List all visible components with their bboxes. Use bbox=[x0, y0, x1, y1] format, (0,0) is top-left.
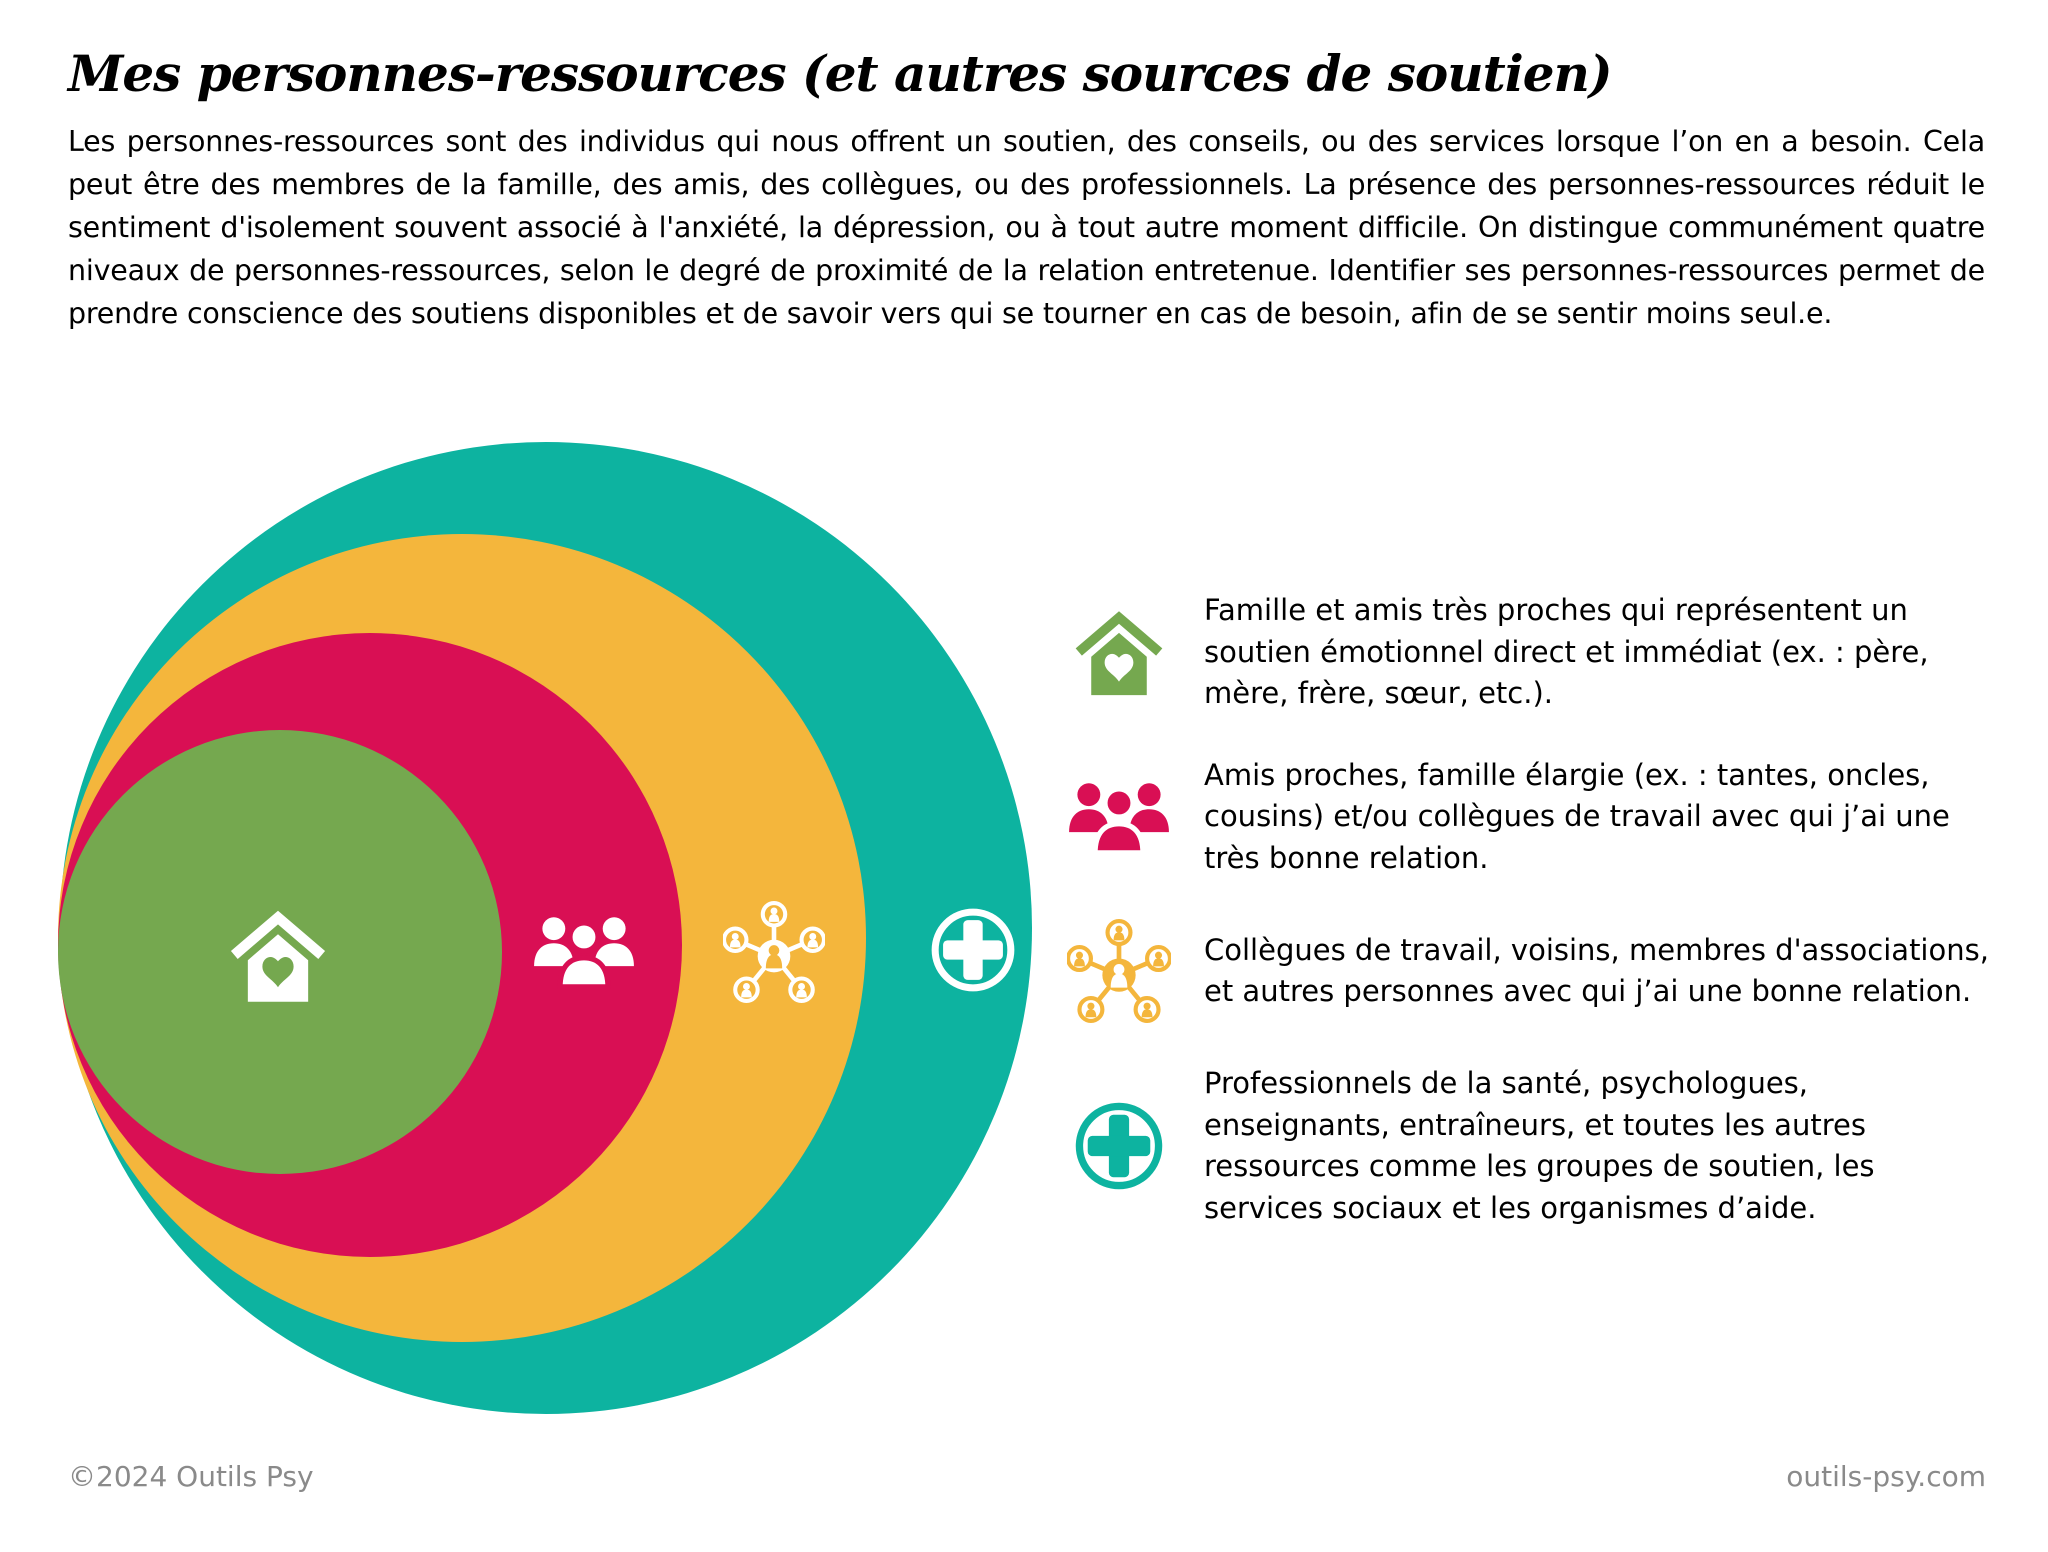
plus-circle-icon bbox=[1073, 1100, 1165, 1192]
people-icon bbox=[1067, 778, 1171, 855]
legend-icon-box bbox=[1064, 607, 1174, 697]
legend-text: Amis proches, famille élargie (ex. : tantes, oncles, cousins) et/ou collègues de travail avec qui j’ai une très bonne relation. bbox=[1204, 757, 1950, 875]
people-icon bbox=[532, 912, 636, 989]
legend-item-professionnels bbox=[1064, 1063, 1989, 1229]
plus-circle-icon bbox=[929, 906, 1017, 994]
copyright-text: ©2024 Outils Psy bbox=[68, 1460, 314, 1493]
legend bbox=[1064, 590, 1989, 1229]
intro-paragraph: Les personnes-ressources sont des individus qui nous offrent un soutien, des conseils, ou des services lorsque l’on en a besoin. Cela peut être des membres de la famille, des amis, des collègues, ou des professionnels. La présence des personnes-ressources réduit le sentiment d'isolement souvent associé à l'anxiété, la dépression, ou à tout autre moment difficile. On distingue communément quatre niveaux de personnes-ressources, selon le degré de proximité de la relation entretenue. Identifier ses personnes-ressources permet de prendre conscience des soutiens disponibles et de savoir vers qui se tourner en cas de besoin, afin de se sentir moins seul.e. bbox=[68, 125, 1985, 330]
house-heart-icon bbox=[226, 906, 330, 1004]
legend-text: Famille et amis très proches qui représentent un soutien émotionnel direct et immédiat (ex. : père, mère, frère, sœur, etc.). bbox=[1204, 593, 1929, 710]
page-title: Mes personnes-ressources (et autres sources de soutien) bbox=[68, 44, 1612, 103]
legend-item-amis-proches bbox=[1064, 755, 1989, 880]
legend-text: Collègues de travail, voisins, membres d'associations, et autres personnes avec qui j’ai une bonne relation. bbox=[1204, 932, 1989, 1008]
ring-bonnes-relations bbox=[58, 534, 866, 1342]
page-footer bbox=[68, 1460, 1986, 1493]
legend-icon-box bbox=[1064, 778, 1174, 855]
legend-icon-box bbox=[1064, 1100, 1174, 1192]
network-icon bbox=[723, 901, 825, 1003]
legend-text: Professionnels de la santé, psychologues, enseignants, entraîneurs, et toutes les autres ressources comme les groupes de soutien, les services sociaux et les organismes d’aide. bbox=[1204, 1066, 1875, 1225]
website-text: outils-psy.com bbox=[1786, 1460, 1986, 1493]
ring-professionnels bbox=[60, 442, 1032, 1414]
legend-icon-box bbox=[1064, 919, 1174, 1023]
legend-item-famille bbox=[1064, 590, 1989, 715]
legend-item-collegues bbox=[1064, 919, 1989, 1023]
house-heart-icon bbox=[1071, 607, 1167, 697]
network-icon bbox=[1067, 919, 1171, 1023]
ring-famille-tres-proche bbox=[58, 730, 502, 1174]
ring-amis-proches bbox=[58, 633, 682, 1257]
